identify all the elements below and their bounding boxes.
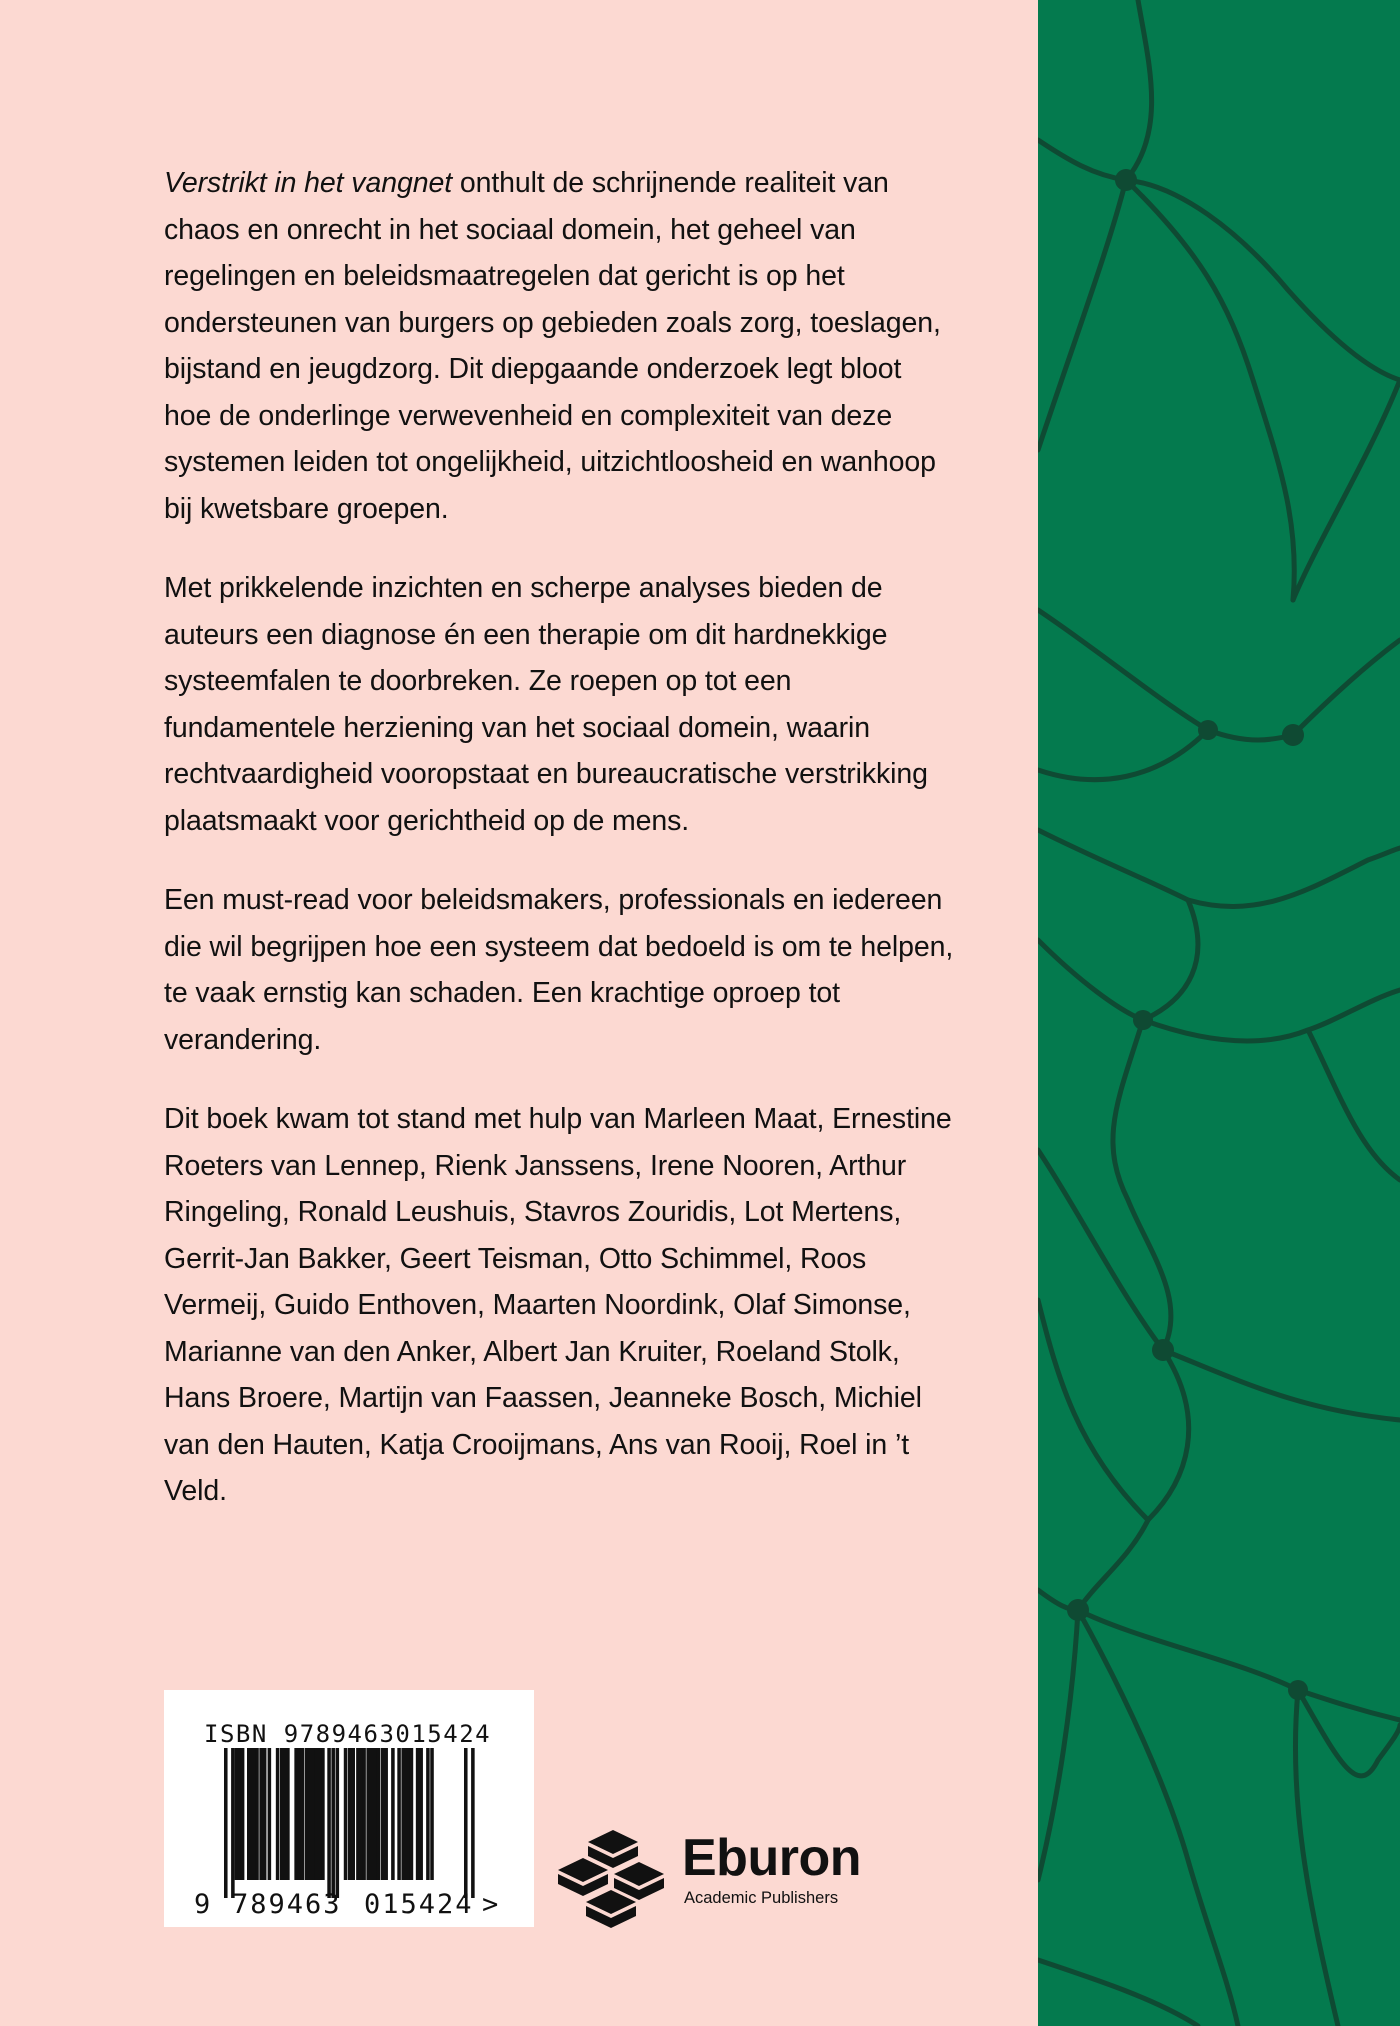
blurb-paragraph-1-text: onthult de schrijnende realiteit van chaos en onrecht in het sociaal domein, het geheel van regelingen en beleidsmaatregelen dat gericht is op het ondersteunen van burgers op gebieden zoals zorg, toeslagen, bijstand en jeugdzorg. Dit diepgaande onderzoek legt bloot hoe de onderlinge verwevenheid en complexiteit van deze systemen leiden tot ongelijkheid, uitzichtloosheid en wanhoop bij kwetsbare groepen. [164, 167, 941, 525]
barcode-bar [344, 1748, 348, 1880]
barcode-bar [366, 1748, 377, 1880]
barcode-bar [294, 1748, 301, 1880]
barcode-bar [362, 1748, 366, 1880]
barcode-bar [327, 1748, 331, 1898]
blurb-paragraph-contributors: Dit boek kwam tot stand met hulp van Marleen Maat, Ernestine Roeters van Lennep, Rienk Janssens, Irene Nooren, Arthur Ringeling, Ronald Leushuis, Stavros Zouridis, Lot Mertens, Gerrit-Jan Bakker, Geert Teisman, Otto Schimmel, Roos Vermeij, Guido Enthoven, Maarten Noordink, Olaf Simonse, Marianne van den Anker, Albert Jan Kruiter, Roeland Stolk, Hans Broere, Martijn van Faassen, Jeanneke Bosch, Michiel van den Hauten, Katja Crooijmans, Ans van Rooij, Roel in ’t Veld. [164, 1103, 952, 1507]
blurb-paragraph-1 [164, 160, 954, 532]
barcode-bar [426, 1748, 430, 1880]
blurb-paragraph-3: Een must-read voor beleidsmakers, professionals en iedereen die wil begrijpen hoe een systeem dat bedoeld is om te helpen, te vaak ernstig kan schaden. Een krachtige oproep tot verandering. [164, 884, 954, 1056]
net-illustration [1038, 0, 1400, 2026]
back-cover-blurb [164, 160, 954, 1548]
barcode-bar [280, 1748, 287, 1880]
barcode-digits-left: 789463 [232, 1889, 342, 1920]
barcode-bar [377, 1748, 381, 1880]
barcode-bar [321, 1748, 325, 1880]
barcode-digits-right: 015424 [364, 1889, 474, 1920]
stacked-books-icon [558, 1830, 668, 1930]
publisher-logo [558, 1830, 878, 1930]
barcode-bar [471, 1748, 475, 1898]
barcode-bar [397, 1748, 401, 1880]
barcode-bar [286, 1748, 290, 1880]
barcode-bar [336, 1748, 340, 1898]
barcode-bar [381, 1748, 388, 1880]
barcode-bars [164, 1690, 534, 1927]
barcode-bar [235, 1748, 242, 1880]
barcode-bar [259, 1748, 266, 1880]
barcode-bar [301, 1748, 305, 1880]
green-side-panel [1038, 0, 1400, 2026]
isbn-label: ISBN 9789463015424 [204, 1720, 492, 1748]
publisher-name: Eburon [682, 1829, 861, 1887]
blurb-paragraph-2: Met prikkelende inzichten en scherpe analyses bieden de auteurs een diagnose én een therapie om dit hardnekkige systeemfalen te doorbreken. Ze roepen op tot een fundamentele herziening van het sociaal domein, waarin rechtvaardigheid vooropstaat en bureaucratische verstrikking plaatsmaakt voor gerichtheid op de mens. [164, 572, 928, 837]
barcode-bar [391, 1748, 395, 1880]
book-title-inline: Verstrikt in het vangnet [164, 167, 453, 199]
barcode-bar [430, 1748, 434, 1880]
barcode-bar [268, 1748, 272, 1880]
barcode-bar [305, 1748, 316, 1880]
barcode-quiet-mark: > [482, 1889, 499, 1920]
barcode-bar [315, 1748, 322, 1880]
barcode-bar [331, 1748, 335, 1898]
barcode-bar [276, 1748, 280, 1880]
isbn-barcode [164, 1690, 534, 1927]
barcode-bar [410, 1748, 414, 1880]
barcode-digit-first: 9 [194, 1889, 211, 1920]
publisher-subtitle: Academic Publishers [684, 1889, 839, 1907]
barcode-bar [348, 1748, 355, 1880]
barcode-bar [464, 1748, 468, 1898]
barcode-bar [356, 1748, 363, 1880]
barcode-bar [255, 1748, 259, 1880]
barcode-bar [241, 1748, 245, 1880]
barcode-bar [416, 1748, 423, 1880]
barcode-bar [224, 1748, 228, 1898]
barcode-bar [231, 1748, 235, 1898]
